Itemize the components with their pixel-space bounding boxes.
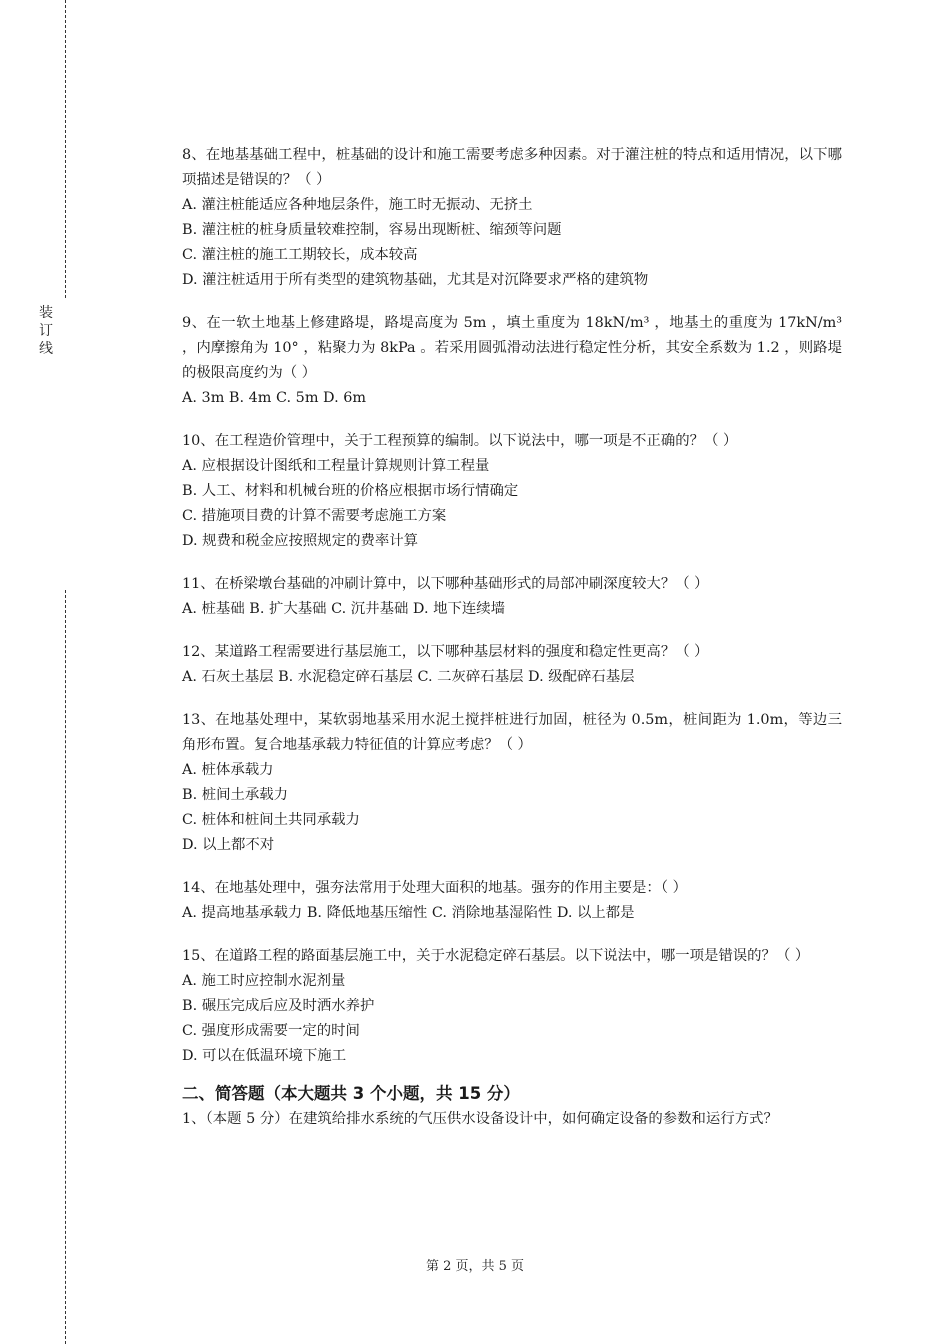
question-stem: 12、某道路工程需要进行基层施工，以下哪种基层材料的强度和稳定性更高？（ ）: [182, 644, 709, 660]
option-b: B. 人工、材料和机械台班的价格应根据市场行情确定: [182, 483, 519, 499]
question-13: [182, 708, 842, 858]
page-footer: 第 2 页，共 5 页: [425, 1259, 525, 1274]
option-d: D. 灌注桩适用于所有类型的建筑物基础，尤其是对沉降要求严格的建筑物: [182, 272, 649, 288]
option-d: D. 可以在低温环境下施工: [182, 1048, 347, 1064]
option-a: A. 施工时应控制水泥剂量: [182, 973, 346, 989]
option-d: D. 以上都不对: [182, 837, 275, 853]
question-11: [182, 572, 842, 622]
question-12: [182, 640, 842, 690]
binding-label-char: 线: [39, 341, 53, 357]
question-stem: 13、在地基处理中，某软弱地基采用水泥土搅拌桩进行加固，桩径为 0.5m，桩间距为 1.0m，等边三角形布置。复合地基承载力特征值的计算应考虑？（ ）: [182, 712, 842, 753]
short-answer-question-1: 1、（本题 5 分）在建筑给排水系统的气压供水设备设计中，如何确定设备的参数和运行方式？: [182, 1111, 778, 1127]
binding-dashed-line-bottom: [65, 590, 66, 1344]
option-d: D. 规费和税金应按照规定的费率计算: [182, 533, 419, 549]
binding-label: [38, 304, 54, 358]
options-inline: A. 石灰土基层 B. 水泥稳定碎石基层 C. 二灰碎石基层 D. 级配碎石基层: [182, 669, 635, 685]
binding-label-char: 装: [39, 305, 53, 321]
binding-dashed-line-top: [65, 0, 66, 298]
question-15: [182, 944, 842, 1069]
option-c: C. 强度形成需要一定的时间: [182, 1023, 360, 1039]
question-stem: 10、在工程造价管理中，关于工程预算的编制。以下说法中，哪一项是不正确的？（ ）: [182, 433, 738, 449]
question-9: [182, 311, 842, 411]
question-8: [182, 143, 842, 293]
question-14: [182, 876, 842, 926]
question-stem: 14、在地基处理中，强夯法常用于处理大面积的地基。强夯的作用主要是：（ ）: [182, 880, 687, 896]
option-b: B. 灌注桩的桩身质量较难控制，容易出现断桩、缩颈等问题: [182, 222, 562, 238]
options-inline: A. 提高地基承载力 B. 降低地基压缩性 C. 消除地基湿陷性 D. 以上都是: [182, 905, 635, 921]
options-inline: A. 桩基础 B. 扩大基础 C. 沉井基础 D. 地下连续墙: [182, 601, 506, 617]
option-a: A. 应根据设计图纸和工程量计算规则计算工程量: [182, 458, 490, 474]
option-a: A. 桩体承载力: [182, 762, 274, 778]
question-stem: 9、在一软土地基上修建路堤，路堤高度为 5m ，填土重度为 18kN/m³ ，地基土的重度为 17kN/m³ ，内摩擦角为 10° ，粘聚力为 8kPa 。若采用圆弧滑动法进行稳定性分析，其安全系数为 1.2 ，则路堤的极限高度约为（ ）: [182, 315, 842, 381]
question-10: [182, 429, 842, 554]
option-b: B. 桩间土承载力: [182, 787, 289, 803]
option-c: C. 措施项目费的计算不需要考虑施工方案: [182, 508, 447, 524]
option-c: C. 桩体和桩间土共同承载力: [182, 812, 360, 828]
section-title: 二、简答题（本大题共 3 个小题，共 15 分）: [182, 1084, 520, 1103]
binding-label-char: 订: [39, 323, 53, 339]
options-inline: A. 3m B. 4m C. 5m D. 6m: [182, 390, 367, 406]
question-stem: 15、在道路工程的路面基层施工中，关于水泥稳定碎石基层。以下说法中，哪一项是错误的？（ ）: [182, 948, 810, 964]
exam-content: [182, 143, 842, 1132]
option-b: B. 碾压完成后应及时洒水养护: [182, 998, 375, 1014]
option-c: C. 灌注桩的施工工期较长，成本较高: [182, 247, 418, 263]
question-stem: 8、在地基基础工程中，桩基础的设计和施工需要考虑多种因素。对于灌注桩的特点和适用情况，以下哪项描述是错误的？（ ）: [182, 147, 842, 188]
question-stem: 11、在桥梁墩台基础的冲刷计算中，以下哪种基础形式的局部冲刷深度较大？（ ）: [182, 576, 709, 592]
option-a: A. 灌注桩能适应各种地层条件，施工时无振动、无挤土: [182, 197, 533, 213]
